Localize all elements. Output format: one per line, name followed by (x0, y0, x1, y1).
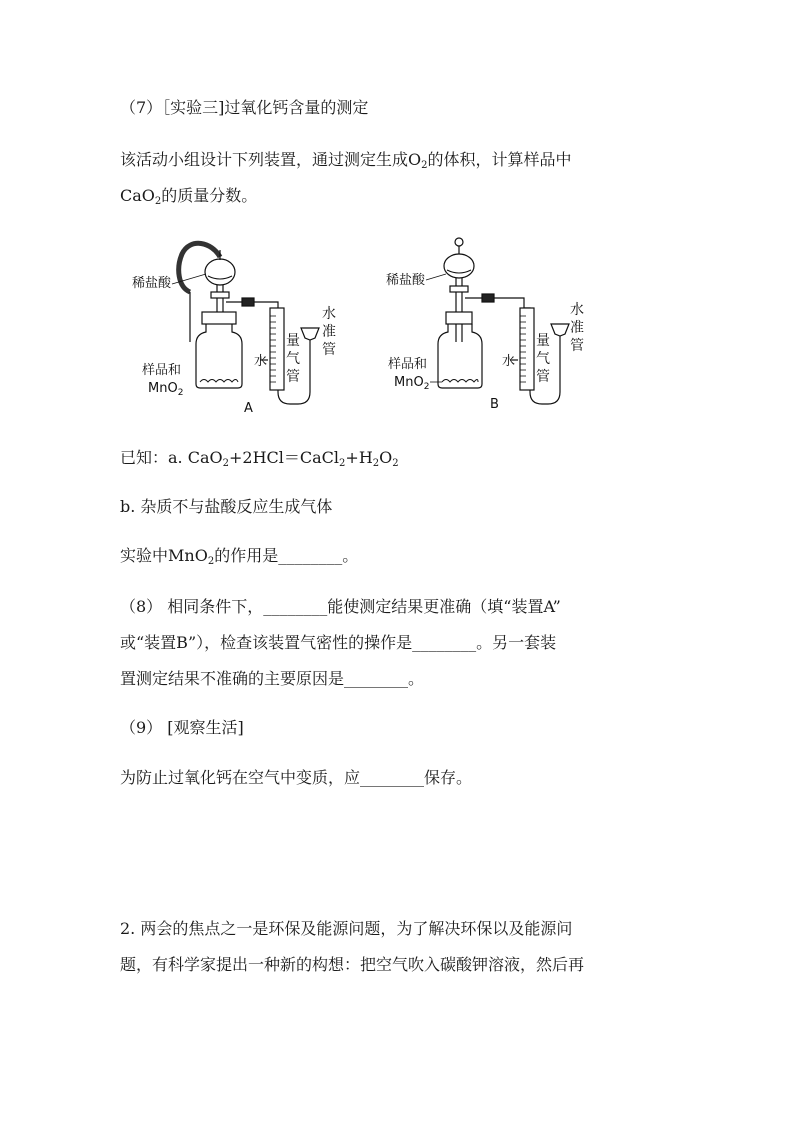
q7-heading: （7）［实验三]过氧化钙含量的测定 (120, 98, 369, 117)
q8-line1: （8） 相同条件下，________能使测定结果更准确（填“装置A” (120, 597, 561, 616)
q7-intro-line1: 该活动小组设计下列装置，通过测定生成$O_2$的体积，计算样品中 (120, 150, 572, 171)
q9-heading: （9） [观察生活] (120, 718, 244, 737)
separatory-funnel-b (444, 254, 474, 278)
stopper-a (202, 312, 236, 324)
separatory-funnel-a (205, 259, 235, 285)
label-leveling-tube-b-1: 水 (570, 302, 584, 318)
apparatus-figure (120, 232, 620, 422)
gas-burette-a (270, 308, 284, 390)
label-leveling-tube-a-3: 管 (322, 342, 336, 358)
q9-text: 为防止过氧化钙在空气中变质，应________保存。 (120, 768, 473, 787)
label-gas-tube-a-2: 气 (286, 351, 300, 367)
sample-b (442, 380, 478, 383)
leveling-funnel-b (551, 324, 569, 336)
label-mno2-b: MnO$_2$ (394, 375, 430, 392)
label-water-a: 水 (254, 354, 268, 369)
flask-b (438, 324, 482, 388)
rubber-tube-a (179, 243, 220, 292)
q2-line1: 2. 两会的焦点之一是环保及能源问题，为了解决环保以及能源问 (120, 919, 573, 938)
label-leveling-tube-a-2: 准 (322, 324, 336, 340)
label-acid-a: 稀盐酸 (132, 276, 172, 291)
label-acid-b: 稀盐酸 (386, 273, 426, 288)
label-sample-a: 样品和 (142, 363, 182, 378)
stopper-b (446, 312, 472, 324)
label-gas-tube-a-3: 管 (286, 369, 300, 385)
q8-line2: 或“装置B”），检查该装置气密性的操作是________。另一套装 (120, 633, 557, 652)
sample-a (200, 380, 238, 383)
gas-burette-b (520, 308, 534, 390)
label-leveling-tube-a-1: 水 (322, 306, 336, 322)
q2-line2: 题，有科学家提出一种新的构想：把空气吹入碳酸钾溶液，然后再 (120, 955, 585, 974)
q8-line3: 置测定结果不准确的主要原因是________。 (120, 669, 425, 688)
flask-a (196, 324, 242, 388)
label-gas-tube-b-3: 管 (536, 369, 550, 385)
mno2-role-question: 实验中MnO$_2$的作用是________。 (120, 546, 359, 567)
known-a: 已知：a. $CaO_2+2HCl=CaCl_2+H_2O_2$ (120, 448, 399, 469)
q7-intro-line2: CaO$_2$的质量分数。 (120, 186, 258, 207)
label-sample-b: 样品和 (388, 357, 428, 372)
label-leveling-tube-b-2: 准 (570, 320, 584, 336)
known-b: b. 杂质不与盐酸反应生成气体 (120, 497, 333, 516)
label-water-b: 水 (502, 354, 516, 369)
label-gas-tube-a-1: 量 (286, 333, 300, 349)
leveling-funnel-a (301, 328, 319, 340)
label-gas-tube-b-1: 量 (536, 333, 550, 349)
label-mno2-a: MnO$_2$ (148, 381, 184, 398)
label-a: A (244, 401, 253, 416)
label-b: B (490, 397, 499, 412)
label-leveling-tube-b-3: 管 (570, 338, 584, 354)
label-gas-tube-b-2: 气 (536, 351, 550, 367)
